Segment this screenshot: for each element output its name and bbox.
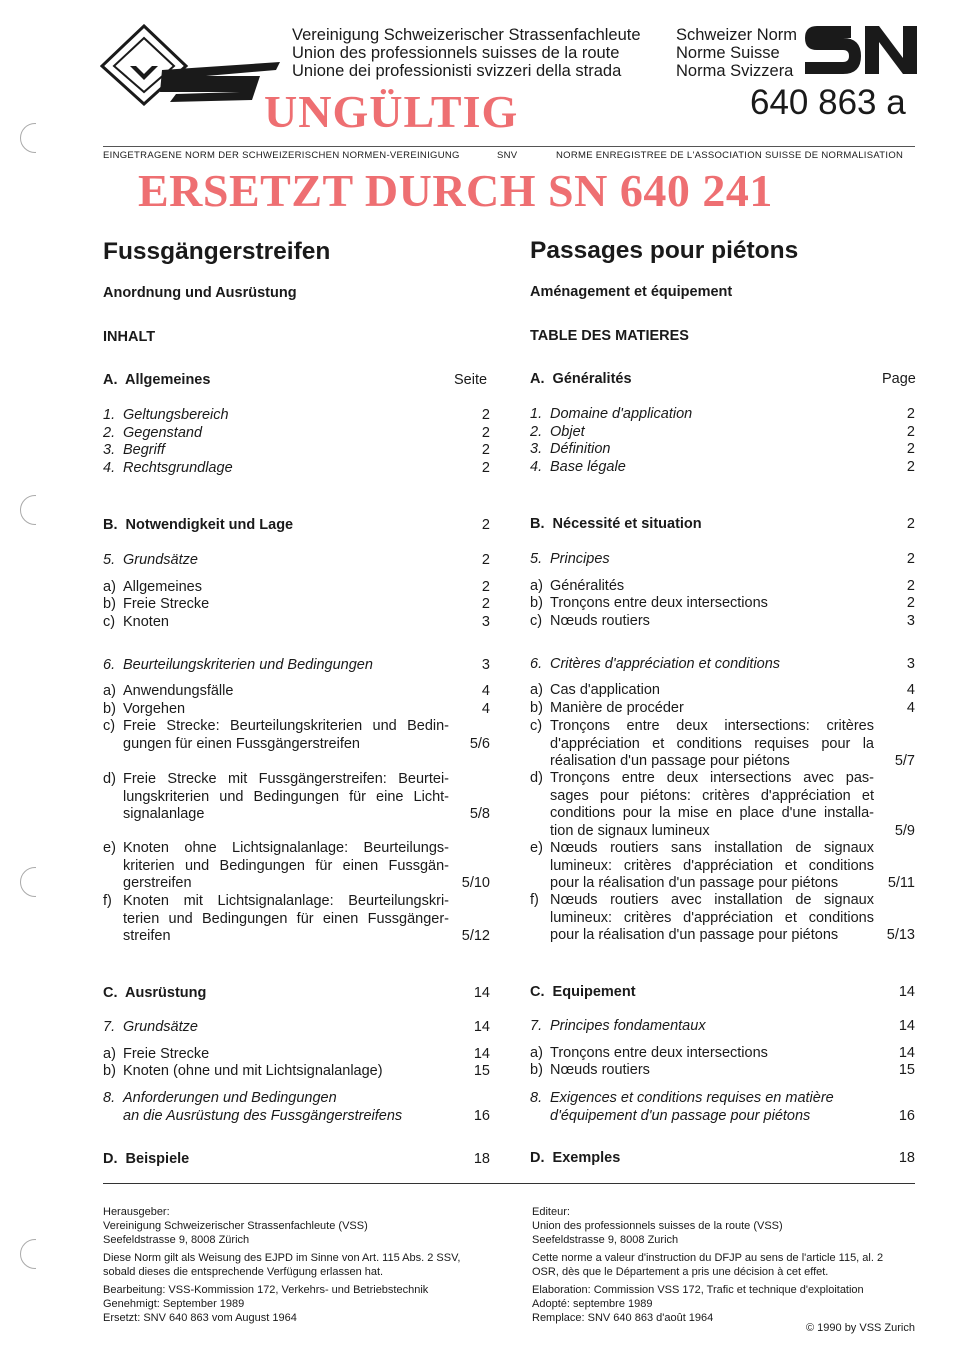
footer-line: sobald dieses die entsprechende Verfügung erlassen hat. (103, 1266, 384, 1278)
toc-section-d: D. Exemples (530, 1150, 621, 1166)
toc-section-b: B. Nécessité et situation (530, 516, 702, 532)
toc-entry-number: c) (103, 718, 116, 734)
toc-entry-number: c) (530, 613, 543, 629)
toc-section-b: B. Notwendigkeit und Lage (103, 517, 294, 533)
toc-entry-page: 16 (473, 1107, 490, 1124)
toc-entry: Knoten mit Lichtsignalanlage: Beurteilungskri- (123, 893, 449, 909)
toc-entry: Nœuds routiers (550, 613, 650, 629)
footer-line: Elaboration: Commission VSS 172, Trafic et technique d'exploitation (532, 1284, 864, 1296)
toc-entry-page: 2 (481, 407, 490, 423)
toc-entry: Anforderungen und Bedingungen (123, 1090, 337, 1106)
toc-entry-number: 4. (103, 460, 116, 476)
toc-entry-page: 14 (898, 1018, 915, 1034)
toc-entry-page: 14 (473, 1046, 490, 1062)
norm-number: 640 863 a (750, 83, 906, 122)
toc-entry-number: 6. (530, 656, 543, 672)
toc-entry: Principes fondamentaux (550, 1018, 706, 1034)
toc-section-d: D. Beispiele (103, 1151, 190, 1167)
norm-line-fr: Norme Suisse (676, 44, 780, 62)
sn-logo (803, 22, 919, 78)
association-name (292, 26, 641, 80)
toc-entry-continued: gerstreifen (123, 875, 192, 891)
toc-entry-page: 5/12 (461, 928, 490, 944)
page-column-label-fr: Page (882, 371, 916, 387)
toc-entry-number: f) (103, 893, 112, 909)
toc-entry-number: 4. (530, 459, 543, 475)
toc-entry-continued: tion de signaux lumineux (550, 822, 710, 839)
footer-line: OSR, dès que le Département a pris une décision à cet effet. (532, 1266, 829, 1278)
toc-entry-number: b) (530, 595, 543, 611)
toc-entry-number: c) (103, 614, 116, 630)
toc-entry-number: 5. (530, 551, 543, 567)
toc-entry-page: 5/11 (887, 875, 915, 891)
toc-entry-page: 14 (898, 1045, 915, 1061)
toc-entry-number: 3. (530, 441, 543, 457)
toc-entry-page: 3 (481, 657, 490, 673)
footer-line: Herausgeber: (103, 1206, 170, 1218)
toc-entry-number: b) (103, 596, 116, 612)
toc-entry: Anwendungsfälle (123, 683, 234, 699)
toc-entry: Rechtsgrundlage (123, 460, 233, 476)
toc-entry-number: f) (530, 892, 539, 908)
toc-entry-number: d) (103, 771, 116, 787)
toc-entry-number: 5. (103, 552, 116, 568)
toc-entry-number: b) (103, 1063, 116, 1079)
toc-entry-page: 4 (481, 701, 490, 717)
toc-entry: Tronçons entre deux intersections (550, 1045, 768, 1061)
toc-entry-page: 5/9 (894, 822, 915, 839)
registered-de: EINGETRAGENE NORM DER SCHWEIZERISCHEN NORMEN-VEREINIGUNG (103, 150, 460, 161)
toc-entry-page: 5/7 (894, 753, 915, 769)
norm-line-it: Norma Svizzera (676, 62, 794, 80)
toc-entry-page: 2 (481, 425, 490, 441)
toc-entry-page: 2 (906, 441, 915, 457)
toc-entry-page: 3 (481, 614, 490, 630)
toc-entry-page: 2 (906, 406, 915, 422)
toc-entry-continued: d'équipement d'un passage pour piétons (550, 1107, 811, 1124)
toc-entry-page: 2 (481, 579, 490, 595)
toc-entry-page: 4 (906, 700, 915, 716)
toc-entry: Base légale (550, 459, 626, 475)
toc-entry-continued: sages pour piétons: critères d'appréciation et (550, 787, 874, 804)
toc-entry-number: a) (530, 1045, 543, 1061)
toc-entry-number: a) (103, 579, 116, 595)
toc-entry-continued: conditions pour la mise en place d'une installa- (550, 805, 874, 821)
vss-logo (100, 24, 285, 106)
toc-entry-number: c) (530, 718, 543, 734)
toc-entry: Tronçons entre deux intersections (550, 595, 768, 611)
toc-entry: Gegenstand (123, 425, 203, 441)
footer-line: Union des professionnels suisses de la route (VSS) (532, 1220, 783, 1232)
toc-entry: Begriff (123, 442, 165, 458)
toc-entry-continued: d'appréciation et conditions requises pour la (550, 735, 874, 752)
toc-entry-continued: gungen für einen Fussgängerstreifen (123, 735, 360, 752)
toc-entry-number: b) (530, 700, 543, 716)
toc-entry-continued: terien und Bedingungen für einen Fussgänger- (123, 910, 449, 927)
toc-entry-continued: signalanlage (123, 806, 205, 822)
toc-section-page: 14 (898, 984, 915, 1000)
toc-entry: Grundsätze (123, 1019, 198, 1035)
toc-entry-page: 5/13 (886, 927, 915, 943)
footer-line: Cette norme a valeur d'instruction du DFJP au sens de l'article 115, al. 2 (532, 1252, 884, 1264)
toc-section-page: 18 (473, 1151, 490, 1167)
toc-entry: Manière de procéder (550, 700, 684, 716)
toc-entry-page: 2 (481, 596, 490, 612)
toc-entry-number: a) (103, 1046, 116, 1062)
association-line-it: Unione dei professionisti svizzeri della strada (292, 62, 622, 80)
toc-entry-number: 6. (103, 657, 116, 673)
toc-entry: Cas d'application (550, 682, 660, 698)
footer-line: Vereinigung Schweizerischer Strassenfachleute (VSS) (103, 1220, 368, 1232)
toc-entry-page: 2 (481, 442, 490, 458)
footer-line: Diese Norm gilt als Weisung des EJPD im Sinne von Art. 115 Abs. 2 SSV, (103, 1252, 461, 1264)
toc-entry: Critères d'appréciation et conditions (550, 656, 781, 672)
footer-divider (103, 1183, 915, 1184)
toc-entry: Knoten (123, 614, 169, 630)
toc-entry: Domaine d'application (550, 406, 693, 422)
toc-entry: Tronçons entre deux intersections avec pas- (550, 770, 874, 786)
toc-entry-number: 1. (103, 407, 116, 423)
toc-entry-page: 2 (481, 460, 490, 476)
toc-entry-page: 2 (906, 595, 915, 611)
toc-entry: Définition (550, 441, 611, 457)
registered-snv: SNV (497, 150, 518, 161)
toc-entry: Knoten (ohne und mit Lichtsignalanlage) (123, 1063, 383, 1079)
footer-line: Genehmigt: September 1989 (103, 1298, 245, 1310)
subtitle-fr: Aménagement et équipement (530, 284, 733, 300)
toc-entry-number: 7. (103, 1019, 116, 1035)
footer-fr (532, 1205, 922, 1325)
toc-section-page: 18 (898, 1150, 915, 1166)
toc-entry-number: 2. (103, 425, 116, 441)
toc-entry: Objet (550, 424, 585, 440)
toc-entry-number: a) (530, 682, 543, 698)
toc-entry-number: 8. (103, 1090, 116, 1106)
registered-fr: NORME ENREGISTREE DE L'ASSOCIATION SUISSE DE NORMALISATION (556, 150, 904, 161)
association-line-de: Vereinigung Schweizerischer Strassenfachleute (292, 26, 641, 44)
toc-entry-number: 1. (530, 406, 543, 422)
toc-entry-page: 2 (906, 459, 915, 475)
toc-entry-page: 2 (906, 551, 915, 567)
association-line-fr: Union des professionnels suisses de la route (292, 44, 620, 62)
title-de: Fussgängerstreifen (103, 238, 331, 265)
toc-entry: Freie Strecke mit Fussgängerstreifen: Beurtei- (123, 771, 449, 787)
toc-entry-continued: streifen (123, 928, 171, 944)
toc-section-a: A. Allgemeines (103, 372, 211, 388)
toc-entry: Exigences et conditions requises en matière (550, 1090, 834, 1106)
toc-entry-number: b) (103, 701, 116, 717)
binder-hole-mask (36, 492, 52, 526)
toc-entry: Freie Strecke (123, 1046, 210, 1062)
footer-line: Seefeldstrasse 9, 8008 Zurich (532, 1234, 679, 1246)
toc-entry: Freie Strecke (123, 596, 210, 612)
toc-heading-fr: TABLE DES MATIERES (530, 328, 689, 344)
toc-entry: Grundsätze (123, 552, 198, 568)
toc-entry: Beurteilungskriterien und Bedingungen (123, 657, 373, 673)
toc-entry: Freie Strecke: Beurteilungskriterien und Bedin- (123, 718, 449, 734)
norm-type (676, 26, 797, 80)
norm-line-de: Schweizer Norm (676, 26, 798, 44)
toc-entry-continued: kriterien und Bedingungen für einen Fussgän- (123, 857, 449, 874)
toc-entry-page: 15 (898, 1062, 915, 1078)
replaced-stamp: ERSETZT DURCH SN 640 241 (138, 165, 773, 216)
toc-entry: Tronçons entre deux intersections: critères (550, 718, 874, 734)
title-fr: Passages pour piétons (530, 237, 799, 264)
toc-entry-page: 5/10 (461, 875, 490, 891)
binder-hole-mask (36, 1236, 52, 1270)
toc-entry-page: 2 (906, 424, 915, 440)
header-divider (103, 146, 915, 147)
toc-entry-page: 3 (906, 656, 915, 672)
toc-entry-number: 2. (530, 424, 543, 440)
toc-entry: Nœuds routiers sans installation de signaux (550, 840, 874, 856)
toc-entry-number: e) (530, 840, 543, 856)
toc-entry: Généralités (550, 578, 625, 594)
footer-line: Editeur: (532, 1206, 570, 1218)
toc-section-page: 2 (481, 517, 490, 533)
toc-entry-continued: pour la réalisation d'un passage pour piétons (550, 927, 839, 943)
toc-section-c: C. Equipement (530, 984, 636, 1000)
toc-entry-continued: lumineux: critères d'appréciation et conditions (550, 857, 874, 874)
toc-entry: Nœuds routiers (550, 1062, 650, 1078)
toc-entry-page: 2 (906, 578, 915, 594)
toc-entry-page: 15 (473, 1063, 490, 1079)
toc-entry-continued: réalisation d'un passage pour piétons (550, 753, 790, 769)
toc-entry-number: 8. (530, 1090, 543, 1106)
binder-hole-mask (36, 864, 52, 898)
toc-entry-page: 5/6 (469, 735, 490, 752)
footer-line: Bearbeitung: VSS-Kommission 172, Verkehrs- und Betriebstechnik (103, 1284, 429, 1296)
toc-entry: Knoten ohne Lichtsignalanlage: Beurteilungs- (123, 840, 449, 856)
toc-entry-number: a) (530, 578, 543, 594)
footer-de (103, 1205, 503, 1325)
toc-entry: Principes (550, 551, 610, 567)
toc-entry-page: 4 (481, 683, 490, 699)
toc-heading-de: INHALT (103, 329, 156, 345)
subtitle-de: Anordnung und Ausrüstung (103, 285, 297, 301)
toc-entry: Vorgehen (123, 701, 186, 717)
toc-entry: Allgemeines (123, 579, 202, 595)
invalid-stamp: UNGÜLTIG (264, 86, 519, 137)
toc-entry-number: e) (103, 840, 116, 856)
toc-section-a: A. Généralités (530, 371, 632, 387)
toc-entry-page: 3 (906, 613, 915, 629)
footer-line: Ersetzt: SNV 640 863 vom August 1964 (103, 1312, 297, 1324)
toc-entry-page: 5/8 (469, 806, 490, 822)
toc-entry-page: 4 (906, 682, 915, 698)
footer-line: Seefeldstrasse 9, 8008 Zürich (103, 1234, 250, 1246)
toc-entry-number: 3. (103, 442, 116, 458)
toc-section-page: 2 (906, 516, 915, 532)
footer-line: Adopté: septembre 1989 (532, 1298, 653, 1310)
toc-entry: Geltungsbereich (123, 407, 229, 423)
toc-entry-page: 16 (898, 1107, 915, 1124)
binder-hole-mask (36, 120, 52, 154)
toc-entry-number: d) (530, 770, 543, 786)
page-column-label-de: Seite (454, 372, 488, 388)
toc-entry-continued: pour la réalisation d'un passage pour piétons (550, 875, 839, 891)
toc-entry-continued: an die Ausrüstung des Fussgängerstreifens (123, 1107, 403, 1124)
toc-entry-continued: lungskriterien und Bedingungen für eine Licht- (123, 788, 449, 805)
copyright: © 1990 by VSS Zurich (806, 1322, 915, 1334)
toc-section-c: C. Ausrüstung (103, 985, 207, 1001)
toc-entry: Nœuds routiers avec installation de signaux (550, 892, 874, 908)
toc-entry-page: 2 (481, 552, 490, 568)
toc-entry-continued: lumineux: critères d'appréciation et conditions (550, 909, 874, 926)
toc-entry-number: a) (103, 683, 116, 699)
toc-entry-number: b) (530, 1062, 543, 1078)
toc-entry-page: 14 (473, 1019, 490, 1035)
toc-entry-number: 7. (530, 1018, 543, 1034)
footer-line: Remplace: SNV 640 863 d'août 1964 (532, 1312, 714, 1324)
toc-section-page: 14 (473, 985, 490, 1001)
